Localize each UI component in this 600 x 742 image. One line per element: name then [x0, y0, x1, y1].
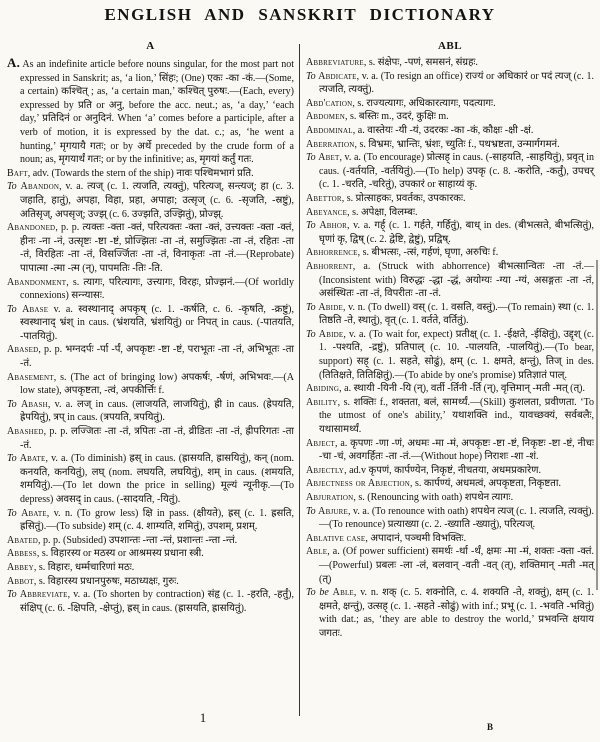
entry-headword-prefix: To	[7, 181, 21, 193]
entry-body: , a. कृपणः -णा -णं, अधमः -मा -मं, अपकृष्टः -ष्टा -ष्टं, निकृष्टः -ष्टा -ष्टं, नीचः -चा -चं, अवगर्हितः -ता -तं.—(Without hope) निराशः -शा -शं.	[319, 437, 594, 463]
scan-edge-line	[596, 260, 598, 590]
entry-body: , v. a. गर्ह् (c. 1. गर्हते, गर्हितुं), बाध् in des. (बीभत्सते, बीभत्सितुं), घृणां कृ, द्विष् (c. 2. द्वेष्टि, द्वेष्टुं), प्रद्विष्.	[319, 220, 594, 245]
entry-body: , s. बस्तिः m., उदरं, कुक्षिः m.	[344, 111, 449, 123]
entry-headword-prefix: To	[7, 453, 20, 465]
dictionary-entry	[306, 246, 594, 260]
dictionary-entry	[306, 206, 594, 220]
entry-body: , a. (Of power sufficient) समर्थः -र्था -र्थं, क्षमः -मा -मं, शक्तः -क्ता -क्तं.—(Powerful) प्रबलः -ला -लं, बलवान् -वती -वत् (त्), शक्तिमान् -मती -मत् (त्)	[319, 546, 594, 585]
entry-body: , ad.v कृपणं, कार्पण्येन, निकृष्टं, नीचतया, अधमप्रकारेण.	[344, 464, 541, 476]
entry-headword: Abasement	[7, 371, 54, 383]
entry-body: , v. a. (To wait for, expect) प्रतीक्ष् (c. 1. -ईक्षते, -ईक्षितुं), उद्दृश् (c. 1. -पश्यति, -द्रष्टुं), प्रतिपाल् (c. 10. -पालयति, -पालयितुं).—(To bear, support) सह् (c. 1. सहते, सोढुं), क्षम् (c. 1. क्षमते, क्षन्तुं), तिज् in des. (तितिक्षते, तितिक्षितुं).—(To abide by one's promise) प्रतिज्ञातं पाल्.	[319, 328, 594, 381]
dictionary-entry	[7, 303, 294, 344]
entry-headword-prefix: To	[306, 301, 319, 313]
entry-body: , s. कार्पण्यं, अधमत्वं, अपकृष्टता, निकृष्टता.	[410, 478, 561, 490]
entry-headword-prefix: To	[7, 303, 23, 315]
entry-headword: Baft	[7, 167, 28, 179]
entry-headword: Abashed	[7, 426, 44, 438]
entry-headword: Abdominal	[306, 124, 353, 136]
dictionary-entry	[306, 56, 594, 70]
entry-headword: Abased	[7, 344, 39, 356]
entry-body: , s. अपेक्षा, विलम्बः.	[347, 206, 418, 218]
entry-headword: Ablative case	[306, 532, 366, 544]
entry-body: , s. विहारस्य or मठस्य or आश्रमस्य प्रधाना स्त्री.	[36, 548, 204, 560]
entry-headword: Abjuration	[306, 492, 354, 503]
entry-headword: Abase	[22, 303, 49, 315]
entry-headword: Abbot	[7, 575, 34, 587]
entry-headword: Abhorrence	[306, 247, 358, 259]
entry-body: As an indefinite article before nouns singular, for the most part not expressed in Sanskrit; as, ‘a lion,’ सिंहः; (One) एकः -का -कं.—(Some, a certain) कश्चित् ; as, ‘a certain man,’ कश्चित् पुरुषः.—(Each, every) expressed by प्रति or अनु, before the acc. neut.; as, ‘a day,’ ‘each day,’ प्रतिदिनं or अनुदिनं. When ‘a’ comes before a participle, after a verb of motion, it is expressed by the dat. c.; as, ‘he went a hunting,’ मृगयायै गतः; or by अर्थे preceded by the crude form of a noun; as, मृगयार्थं गतः; or by the infinitive; as, मृगयां कर्तुं गतः.	[20, 59, 294, 166]
dictionary-entry	[7, 398, 294, 425]
dictionary-entry	[306, 437, 594, 464]
entry-headword: Abandoned	[7, 222, 56, 234]
entry-body: , अपादानं, पञ्चमी विभक्तिः.	[365, 532, 467, 544]
dictionary-entry	[306, 110, 594, 124]
dictionary-entry	[306, 464, 594, 478]
entry-headword: Able	[306, 546, 328, 558]
dictionary-entry	[7, 167, 294, 181]
entry-body: , adv. (Towards the stern of the ship) नावः पश्चिमभागं प्रति.	[27, 167, 254, 179]
dictionary-entry	[306, 219, 594, 246]
dictionary-entry	[306, 491, 594, 505]
entry-headword: Abjure	[318, 505, 348, 517]
entry-headword: Abash	[20, 398, 48, 410]
entry-body: , s. बीभत्सः, -त्सं, गर्हणं, घृणा, अरुचिः f.	[357, 247, 499, 259]
left-column-entries	[7, 56, 294, 615]
dictionary-entry	[306, 192, 594, 206]
entry-body: , v. n. शक् (c. 5. शक्नोति, c. 4. शक्यति -ते, शक्तुं), क्षम् (c. 1. क्षमते, क्षन्तुं), उत्सह् (c. 1. -सहते -सोढुं) with inf.; प्रभू (c. 1. -भवति -भवितुं) with dat.; as, ‘they are able to destroy the world,’ प्रभवन्ति क्षयाय जगतः.	[319, 587, 594, 639]
dictionary-entry	[306, 545, 594, 586]
entry-body: , s. राज्यत्यागः, अधिकारत्यागः, पदत्यागः.	[352, 97, 496, 109]
left-column	[7, 40, 294, 615]
entry-headword: Abandonment	[7, 276, 67, 288]
entry-body: , v. a. (To encourage) प्रोत्सह् in caus. (-साहयति, -साहयितुं), प्रवृत् in caus. (-वर्तयति, -वर्तयितुं).—(To help) उपकृ (c. 8. -करोति, -कर्तुं), उपचर् (c. 1. -चरति, -चरितुं), उपकारं or साहाय्यं कृ.	[319, 152, 594, 191]
dictionary-entry	[7, 547, 294, 561]
entry-body: , p. p. लज्जितः -ता -तं, त्रपितः -ता -तं, व्रीडितः -ता -तं, ह्रीपरिगतः -ता -तं.	[20, 426, 294, 451]
dictionary-entry	[306, 138, 594, 152]
entry-headword: Abide	[318, 328, 344, 340]
entry-headword: Abeyance	[306, 206, 348, 218]
entry-body: v. a. स्वस्थानाद् अपकृष् (c. 1. -कर्षति, c. 6. -कृषति, -क्रष्टुं), स्वस्थानाद् भ्रंश् in caus. (भ्रंशयति, भ्रंशयितुं) or निपत् in caus. (-पातयति, -पातयितुं).	[20, 303, 295, 342]
entry-headword: Abettor	[306, 192, 342, 204]
entry-headword: Abdicate	[318, 70, 357, 82]
entry-headword: Abjectness or Abjection	[306, 478, 411, 490]
entry-headword: Abbreviature	[306, 57, 364, 68]
dictionary-entry	[7, 534, 294, 548]
dictionary-entry	[306, 396, 594, 437]
page-number: 1	[199, 710, 207, 725]
dictionary-entry	[306, 124, 594, 138]
entry-headword: Abide	[318, 301, 343, 313]
entry-headword: Abd'cation	[306, 97, 353, 109]
entry-headword: Able	[332, 587, 354, 599]
entry-headword-prefix: To	[7, 398, 21, 410]
dictionary-entry	[306, 97, 594, 111]
entry-body: , a. (Struck with abhorrence) बीभत्सान्वितः -ता -तं.—(Inconsistent with) विरुद्धः -द्धा -द्धं, अयोग्यः -ग्या -ग्यं, असङ्गतः -ता -तं, असंस्थितः -ता -तं, विपरीतः -ता -तं.	[319, 260, 594, 300]
dictionary-entry	[7, 575, 294, 589]
entry-headword: Abiding	[306, 383, 340, 395]
entry-headword: Aberration	[306, 138, 355, 150]
dictionary-entry	[7, 221, 294, 275]
column-divider-rule	[299, 44, 300, 716]
entry-headword: A.	[7, 55, 21, 70]
entry-body: , v. a. (To diminish) ह्रस् in caus. (ह्रासयति, ह्रासयितुं), कन् (nom. कनयति, कनयितुं), लघ् (nom. लघयति, लघयितुं), शम् in caus. (शमयति, शमयितुं).—(To let down the price in selling) मूल्यं न्यूनीकृ.—(To depress) अवसद् in caus. (-सादयति, -यितुं).	[20, 453, 294, 505]
page-title: ENGLISH AND SANSKRIT DICTIONARY	[104, 5, 496, 24]
dictionary-entry	[306, 382, 594, 396]
dictionary-entry	[306, 328, 594, 382]
right-column	[306, 40, 594, 641]
entry-body: , s. विहारः, धर्म्मचारिणां मठः.	[33, 561, 135, 573]
entry-headword: Abated	[7, 534, 38, 546]
entry-headword: Abjectly	[306, 464, 345, 476]
dictionary-entry	[306, 301, 594, 328]
entry-body: , s. (The act of bringing low) अपकर्षः, -र्षणं, अभिभवः.—(A low state), अपकृष्टता, -त्वं, अपकीर्त्तिः f.	[20, 371, 294, 397]
dictionary-entry	[7, 276, 294, 303]
dictionary-entry	[7, 180, 294, 221]
entry-headword-prefix: To	[306, 505, 319, 517]
dictionary-entry	[7, 425, 294, 452]
entry-body: , s. संक्षेपः, -पणं, समसनं, संग्रहः.	[363, 57, 478, 68]
dictionary-entry	[306, 532, 594, 546]
dictionary-entry	[7, 452, 294, 506]
dictionary-entry	[306, 505, 594, 532]
entry-headword-prefix: To	[306, 220, 320, 232]
entry-headword-prefix: To	[306, 152, 319, 164]
entry-headword: Abdomen	[306, 111, 345, 123]
entry-headword: Abbreviate	[19, 589, 68, 601]
right-column-guide-word: ABL	[437, 40, 463, 52]
entry-headword-prefix: To	[306, 328, 319, 340]
signature-mark: B	[486, 722, 493, 732]
entry-headword: Abet	[318, 152, 340, 164]
dictionary-entry	[7, 588, 294, 615]
entry-headword-prefix: To	[7, 589, 20, 601]
dictionary-entry	[306, 477, 594, 491]
entry-body: , p. p. भग्नदर्पः -र्पा -र्पं, अपकृष्टः -ष्टा -ष्टं, पराभूतः -ता -तं, अभिभूतः -ता -तं.	[20, 344, 294, 370]
entry-body: , v. n. (To dwell) वस् (c. 1. वसति, वस्तुं).—(To remain) स्था (c. 1. तिष्ठति -ते, स्थातुं), वृत् (c. 1. वर्तते, वर्तितुं).	[319, 301, 594, 327]
entry-body: , s. (Renouncing with oath) शपथेन त्यागः.	[353, 492, 514, 503]
entry-headword: Ability	[306, 396, 338, 408]
entry-body: , v. n. (To grow less) क्षि in pass. (क्षीयते), ह्रस् (c. 1. ह्रसति, ह्रसितुं).—(To subside) शम् (c. 4. शाम्यति, शमितुं), उपशम्, प्रशम्.	[20, 507, 294, 533]
entry-body: , v. a. (To renounce with oath) शपथेन त्यज् (c. 1. त्यजति, त्यक्तुं).—(To renounce) प्रत्याख्या (c. 2. -ख्याति -ख्यातुं), परित्यज्.	[319, 505, 594, 531]
entry-headword: Abhorrent	[306, 260, 353, 272]
entry-headword: Abandon	[20, 181, 60, 193]
entry-body: , a. स्थायी -यिनी -यि (न्), वर्ती -र्तिनी -र्ति (न्), वृत्तिमान् -मती -मत् (त्).	[339, 383, 586, 395]
entry-headword-prefix: To be	[306, 587, 333, 599]
entry-headword: Abbey	[7, 561, 34, 573]
dictionary-entry	[306, 151, 594, 192]
entry-body: , s. विभ्रमः, भ्रान्तिः, भ्रंशः, च्युतिः f., पथभ्रष्टता, उन्मार्गगमनं.	[354, 138, 560, 150]
dictionary-entry	[306, 260, 594, 301]
entry-body: , v. a. (To shorten by contraction) संहृ (c. 1. -हरति, -हर्तुं), संक्षिप् (c. 6. -क्षिपति, -क्षेप्तुं), ह्रस् in caus. (ह्रासयति, ह्रासयितुं).	[20, 589, 294, 614]
dictionary-entry	[306, 586, 594, 640]
right-column-entries	[306, 56, 594, 641]
entry-body: , a. वास्तेयः -यी -यं, उदरकः -का -कं, कौक्षः -क्षी -क्षं.	[352, 124, 534, 136]
entry-body: , v. a. लज् in caus. (लाजयति, लाजयितुं), ह्री in caus. (ह्रेपयति, ह्रेपयितुं), त्रप् in caus. (त्रपयति, त्रपयितुं).	[20, 398, 294, 424]
entry-body: , s. शक्तिः f., शक्तता, बलं, सामर्थ्यं.—(Skill) कुशलता, प्रवीणता. ‘To the utmost of one's ability,’ यथाशक्ति ind., यावच्छक्यं, सर्वबलैः, यथासामर्थ्यं.	[319, 396, 594, 436]
entry-headword: Abate	[21, 507, 47, 519]
left-column-guide-word: A	[146, 40, 155, 52]
dictionary-entry	[7, 56, 294, 167]
entry-body: , s. त्यागः, परित्यागः, उत्त्यागः, विरहः, प्रोज्झनं.—(Of worldly connexions) सन्न्यासः.	[20, 276, 294, 302]
dictionary-entry	[7, 507, 294, 534]
entry-headword-prefix: To	[7, 507, 22, 519]
entry-headword: Abhor	[319, 220, 347, 232]
entry-headword-prefix: To	[306, 70, 319, 82]
entry-body: , s. प्रोत्साहकः, प्रवर्तकः, उपकारकः.	[341, 192, 466, 204]
entry-headword: Abject	[306, 437, 336, 449]
entry-body: , s. विहारस्य प्रधानपुरुषः, मठाध्यक्षः, गुरुः.	[33, 575, 179, 587]
dictionary-entry	[306, 70, 594, 97]
dictionary-entry	[7, 343, 294, 370]
entry-body: , v. a. (To resign an office) राज्यं or अधिकारं or पदं त्यज् (c. 1. त्यजति, त्यक्तुं).	[319, 70, 594, 96]
entry-body: , p. p. (Subsided) उपशान्तः -न्ता -न्तं, प्रशान्तः -न्ता -न्तं.	[37, 534, 238, 546]
entry-body: , p. p. त्यक्तः -क्ता -क्तं, परित्यक्तः -क्ता -क्तं, उत्त्यक्तः -क्ता -क्तं, हीनः -ना -नं, उत्सृष्टः -ष्टा -ष्टं, प्रोज्झितः -ता -तं, समुज्झितः -ता -तं, रहितः -ता -तं, विरहितः -ता -तं, विसर्ज्जितः -ता -तं, विनाकृतः -ता -तं.—(Reprobate) पापात्मा -त्मा -त्म (न्), पापमतिः -तिः -ति.	[20, 222, 294, 274]
dictionary-entry	[7, 371, 294, 398]
entry-headword: Abbess	[7, 548, 37, 560]
dictionary-entry	[7, 561, 294, 575]
entry-headword: Abate	[19, 453, 46, 465]
entry-body: , v. a. त्यज् (c. 1. त्यजति, त्यक्तुं), परित्यज्, सन्त्यज्; हा (c. 3. जहाति, हातुं), अपहा, विहा, प्रहा, अपाहा; उत्सृज् (c. 6. -सृजति, -स्रष्टुं), अतिसृज्, अपसृज्; उज्झ् (c. 6. उज्झति, उज्झितुं), प्रोज्झ्.	[20, 181, 294, 220]
